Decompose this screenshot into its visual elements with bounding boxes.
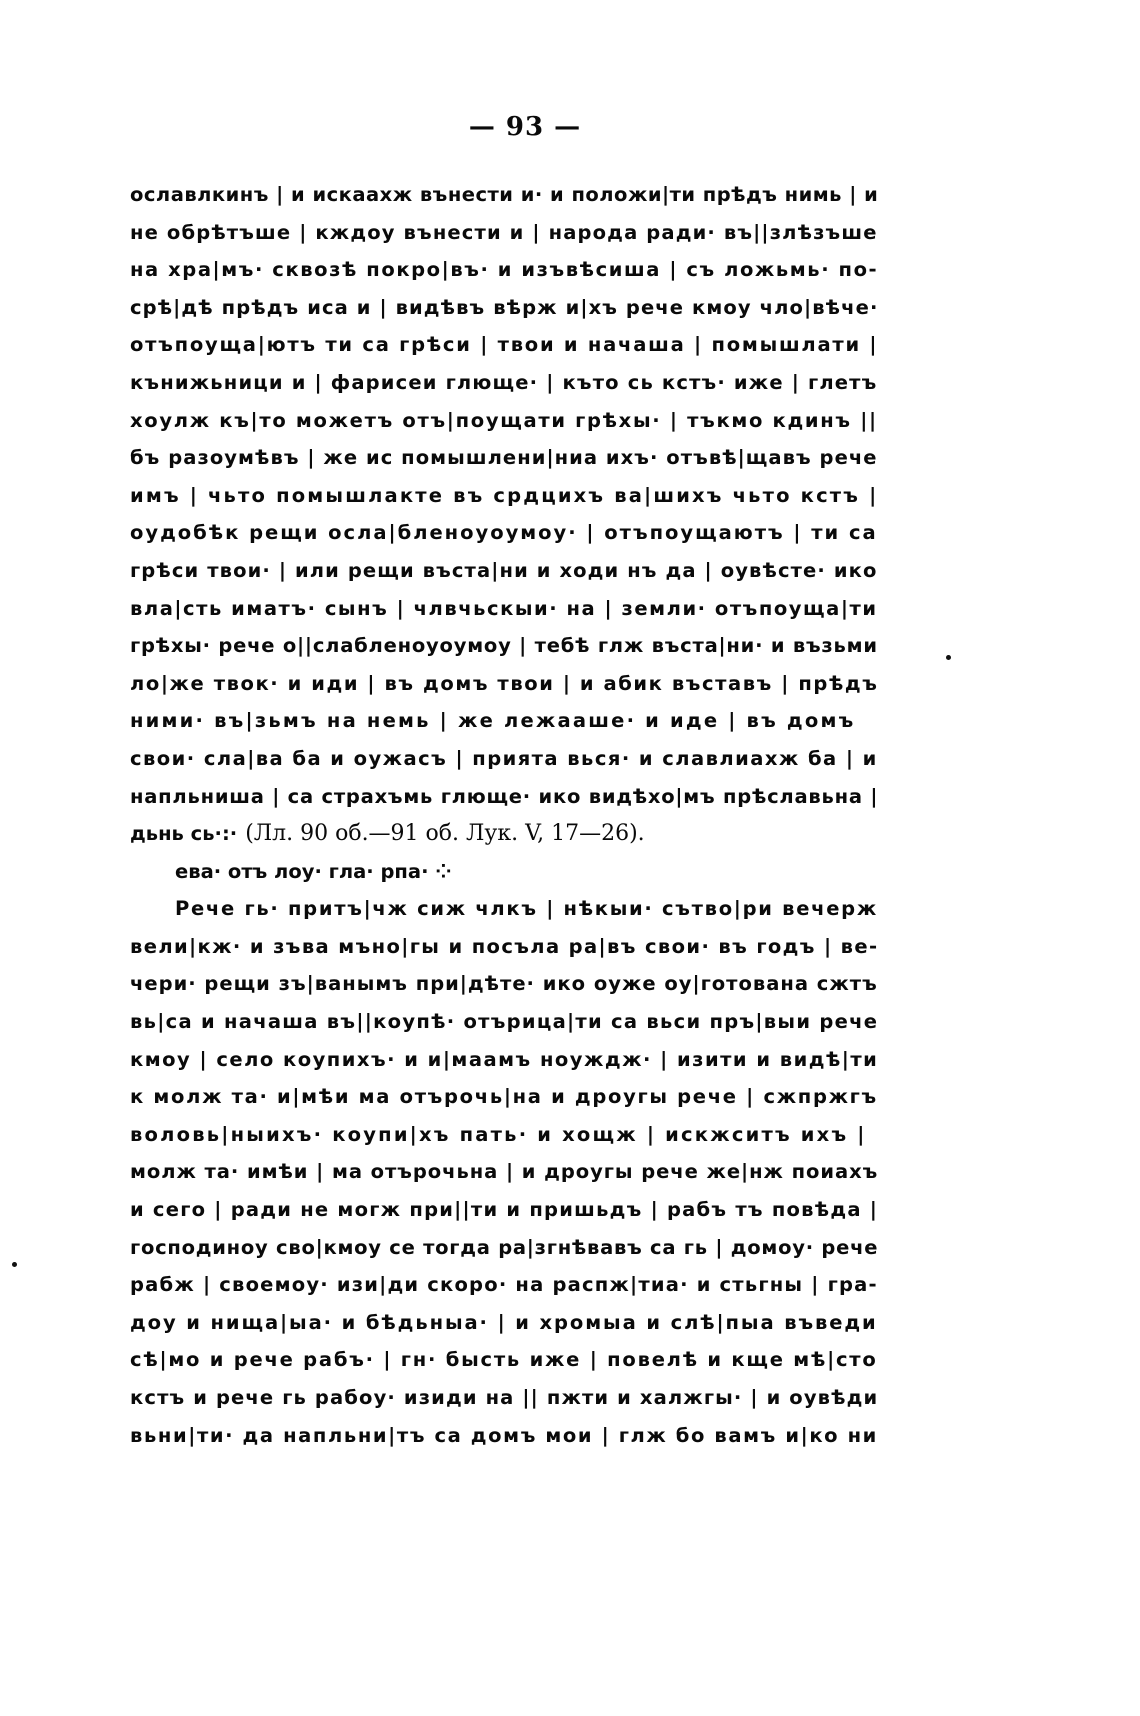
line-text: хоулж къ|то можетъ отъ|поущати грѣхы· | тъкмо кдинъ ||	[130, 408, 878, 432]
line-text: Рече гь· притъ|чж сиж члкъ | нѣкыи· сътво|ри вечерж	[175, 897, 878, 921]
line-text: грѣхы· рече о||слабленоуоумоу | тебѣ глж въста|ни· и възьми	[130, 634, 878, 658]
line-text: напльниша | са страхъмь глюще· ико видѣхо|мъ прѣславьна |	[130, 784, 879, 808]
text-line	[130, 702, 878, 740]
line-text: свои· сла|ва ба и оужасъ | прията вься· и славлиахж ба | и	[130, 746, 878, 770]
text-line	[130, 251, 878, 289]
line-text: дьнь сь·:·	[130, 822, 238, 846]
text-line	[130, 815, 878, 853]
text-line	[130, 778, 878, 816]
text-line	[130, 1153, 878, 1191]
line-text: и сего | ради не могж при||ти и пришьдъ | рабъ тъ повѣда |	[130, 1198, 879, 1222]
line-text: грѣси твои· | или рещи въста|ни и ходи нъ да | оувѣсте· ико	[130, 558, 878, 582]
text-line	[130, 740, 878, 778]
line-text: ославлкинъ | и искаахж вънести и· и положи|ти прѣдъ нимь | и	[130, 183, 879, 206]
text-line	[130, 1379, 878, 1417]
text-line	[130, 514, 878, 552]
line-text: на хра|мъ· сквозѣ покро|въ· и изъвѣсиша | съ ложьмь· по-	[130, 258, 879, 282]
text-line	[130, 1417, 878, 1455]
line-text: отъпоуща|ютъ ти са грѣси | твои и начаша | помышлати |	[130, 333, 879, 357]
line-text: кстъ и рече гь рабоу· изиди на || пжти и халжгы· | и оувѣди	[130, 1386, 879, 1409]
text-line	[130, 364, 878, 402]
text-line	[130, 1191, 878, 1229]
text-line	[130, 1229, 878, 1267]
text-line	[130, 439, 878, 477]
text-line	[130, 326, 878, 364]
line-text: бъ разоумѣвъ | же ис помышлени|ниа ихъ· отъвѣ|щавъ рече	[130, 446, 878, 470]
margin-dot-right	[946, 655, 951, 660]
text-line	[130, 477, 878, 515]
text-line	[130, 965, 878, 1003]
text-line	[130, 590, 878, 628]
text-line	[130, 665, 878, 703]
text-line	[130, 890, 878, 928]
text-block	[130, 176, 878, 1454]
page-number: — 93 —	[468, 112, 582, 142]
line-text: рабж | своемоу· изи|ди скоро· на распж|тиа· и стьгны | гра-	[130, 1273, 878, 1297]
line-text: кънижьници и | фарисеи глюще· | къто сь кстъ· иже | глетъ	[130, 370, 878, 394]
text-line	[130, 214, 878, 252]
text-line	[130, 176, 878, 214]
line-text: кмоу | село коупихъ· и и|маамъ ноуждж· | изити и видѣ|ти	[130, 1047, 879, 1071]
line-text: ними· въ|зьмъ на немь | же лежааше· и иде | въ домъ	[130, 709, 856, 733]
line-text: к молж та· и|мѣи ма отърочь|на и дроугы рече | сжпржгъ	[130, 1085, 878, 1109]
text-line	[130, 853, 878, 891]
text-line	[130, 1116, 878, 1154]
line-text: доу и нища|ыа· и бѣдьныа· | и хромыа и слѣ|пыа въведи	[130, 1310, 878, 1334]
text-line	[130, 627, 878, 665]
text-line	[130, 402, 878, 440]
text-line	[130, 1078, 878, 1116]
line-text: молж та· имѣи | ма отърочьна | и дроугы рече же|нж поиахъ	[130, 1160, 879, 1184]
line-text: оудобѣк рещи осла|бленоуоумоу· | отъпоущаютъ | ти са	[130, 521, 878, 545]
line-text: не обрѣтъше | кждоу вънести и | народа ради· въ||злѣзъше	[130, 220, 878, 244]
text-line	[130, 289, 878, 327]
text-line	[130, 928, 878, 966]
line-text: сѣ|мо и рече рабъ· | гн· бысть иже | повелѣ и кще мѣ|сто	[130, 1348, 878, 1372]
line-text: вла|сть иматъ· сынъ | члвчьскыи· на | земли· отъпоуща|ти	[130, 596, 878, 620]
line-text: вели|кж· и зъва мъно|гы и посъла ра|въ свои· въ годъ | ве-	[130, 934, 879, 958]
line-text: вь|са и начаша въ||коупѣ· отърица|ти са вьси пръ|выи рече	[130, 1010, 879, 1034]
line-text: ло|же твок· и иди | въ домъ твои | и абик въставъ | прѣдъ	[130, 671, 879, 695]
source-reference: (Лл. 90 об.—91 об. Лук. V, 17—26).	[245, 821, 645, 847]
text-line	[130, 1341, 878, 1379]
margin-dot-left	[12, 1262, 17, 1267]
line-text: срѣ|дѣ прѣдъ иса и | видѣвъ вѣрж и|хъ рече кмоу чло|вѣче·	[130, 295, 879, 319]
text-line	[130, 1041, 878, 1079]
text-line	[130, 1304, 878, 1342]
text-line	[130, 552, 878, 590]
line-text: господиноу сво|кмоу се тогда ра|згнѣвавъ са гь | домоу· рече	[130, 1235, 879, 1259]
text-line	[130, 1266, 878, 1304]
line-text: ева· отъ лоу· гла· рпа· ⁘	[175, 859, 452, 883]
line-text: воловь|ныихъ· коупи|хъ пать· и хощж | искжситъ ихъ |	[130, 1122, 867, 1146]
text-line	[130, 1003, 878, 1041]
line-text: чери· рещи зъ|ванымъ при|дѣте· ико оуже оу|готована сжтъ	[130, 972, 878, 996]
line-text: вьни|ти· да напльни|тъ са домъ мои | глж бо вамъ и|ко ни	[130, 1423, 878, 1447]
line-text: имъ | чьто помышлакте въ срдцихъ ва|шихъ чьто кстъ |	[130, 483, 879, 507]
